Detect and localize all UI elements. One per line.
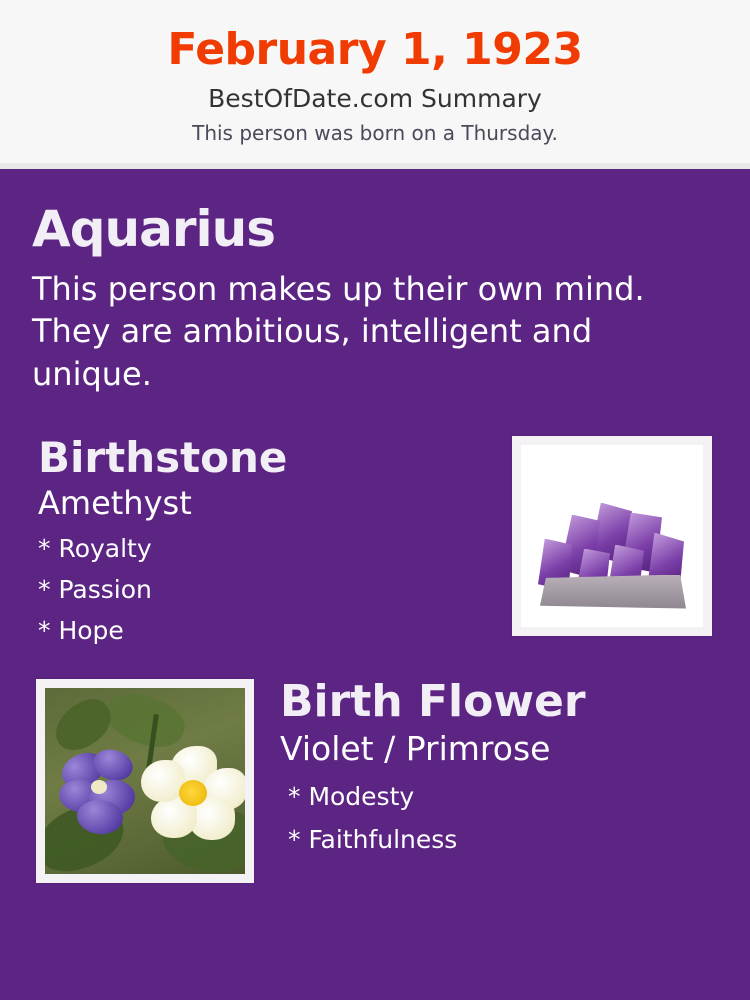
violet-primrose-photo [45,688,245,874]
birth-weekday-note: This person was born on a Thursday. [192,121,558,146]
summary-panel [0,169,750,1000]
birthstone-name: Amethyst [38,483,192,522]
birthstone-trait: * Passion [38,574,152,604]
birthstone-trait: * Royalty [38,533,152,563]
birth-flower-text [254,675,718,854]
flower-center [179,780,207,806]
birth-flower-title: Birth Flower [280,675,586,727]
birthstone-section [32,432,718,645]
birth-flower-trait: * Modesty [288,781,415,811]
birth-flower-trait: * Faithfulness [288,824,458,854]
birth-flower-image-frame [36,679,254,883]
page-header [0,0,750,169]
primrose-flower-graphic [141,746,245,842]
amethyst-crystal-photo [521,445,703,627]
violet-flower-graphic [59,750,151,836]
leaf-shape [47,691,120,757]
zodiac-sign-title: Aquarius [32,200,275,259]
birthstone-text [32,432,512,645]
page-title: February 1, 1923 [167,24,583,75]
birth-flower-section [32,675,718,883]
crystal-base [540,575,686,609]
birthstone-title: Birthstone [38,432,288,482]
birthstone-trait: * Hope [38,615,124,645]
zodiac-description: This person makes up their own mind. They are ambitious, intelligent and unique. [32,269,645,393]
amethyst-cluster-graphic [536,497,688,609]
birth-flower-name: Violet / Primrose [280,728,551,768]
site-summary-label: BestOfDate.com Summary [208,84,542,114]
flower-center [91,780,107,794]
birthstone-image-frame [512,436,712,636]
